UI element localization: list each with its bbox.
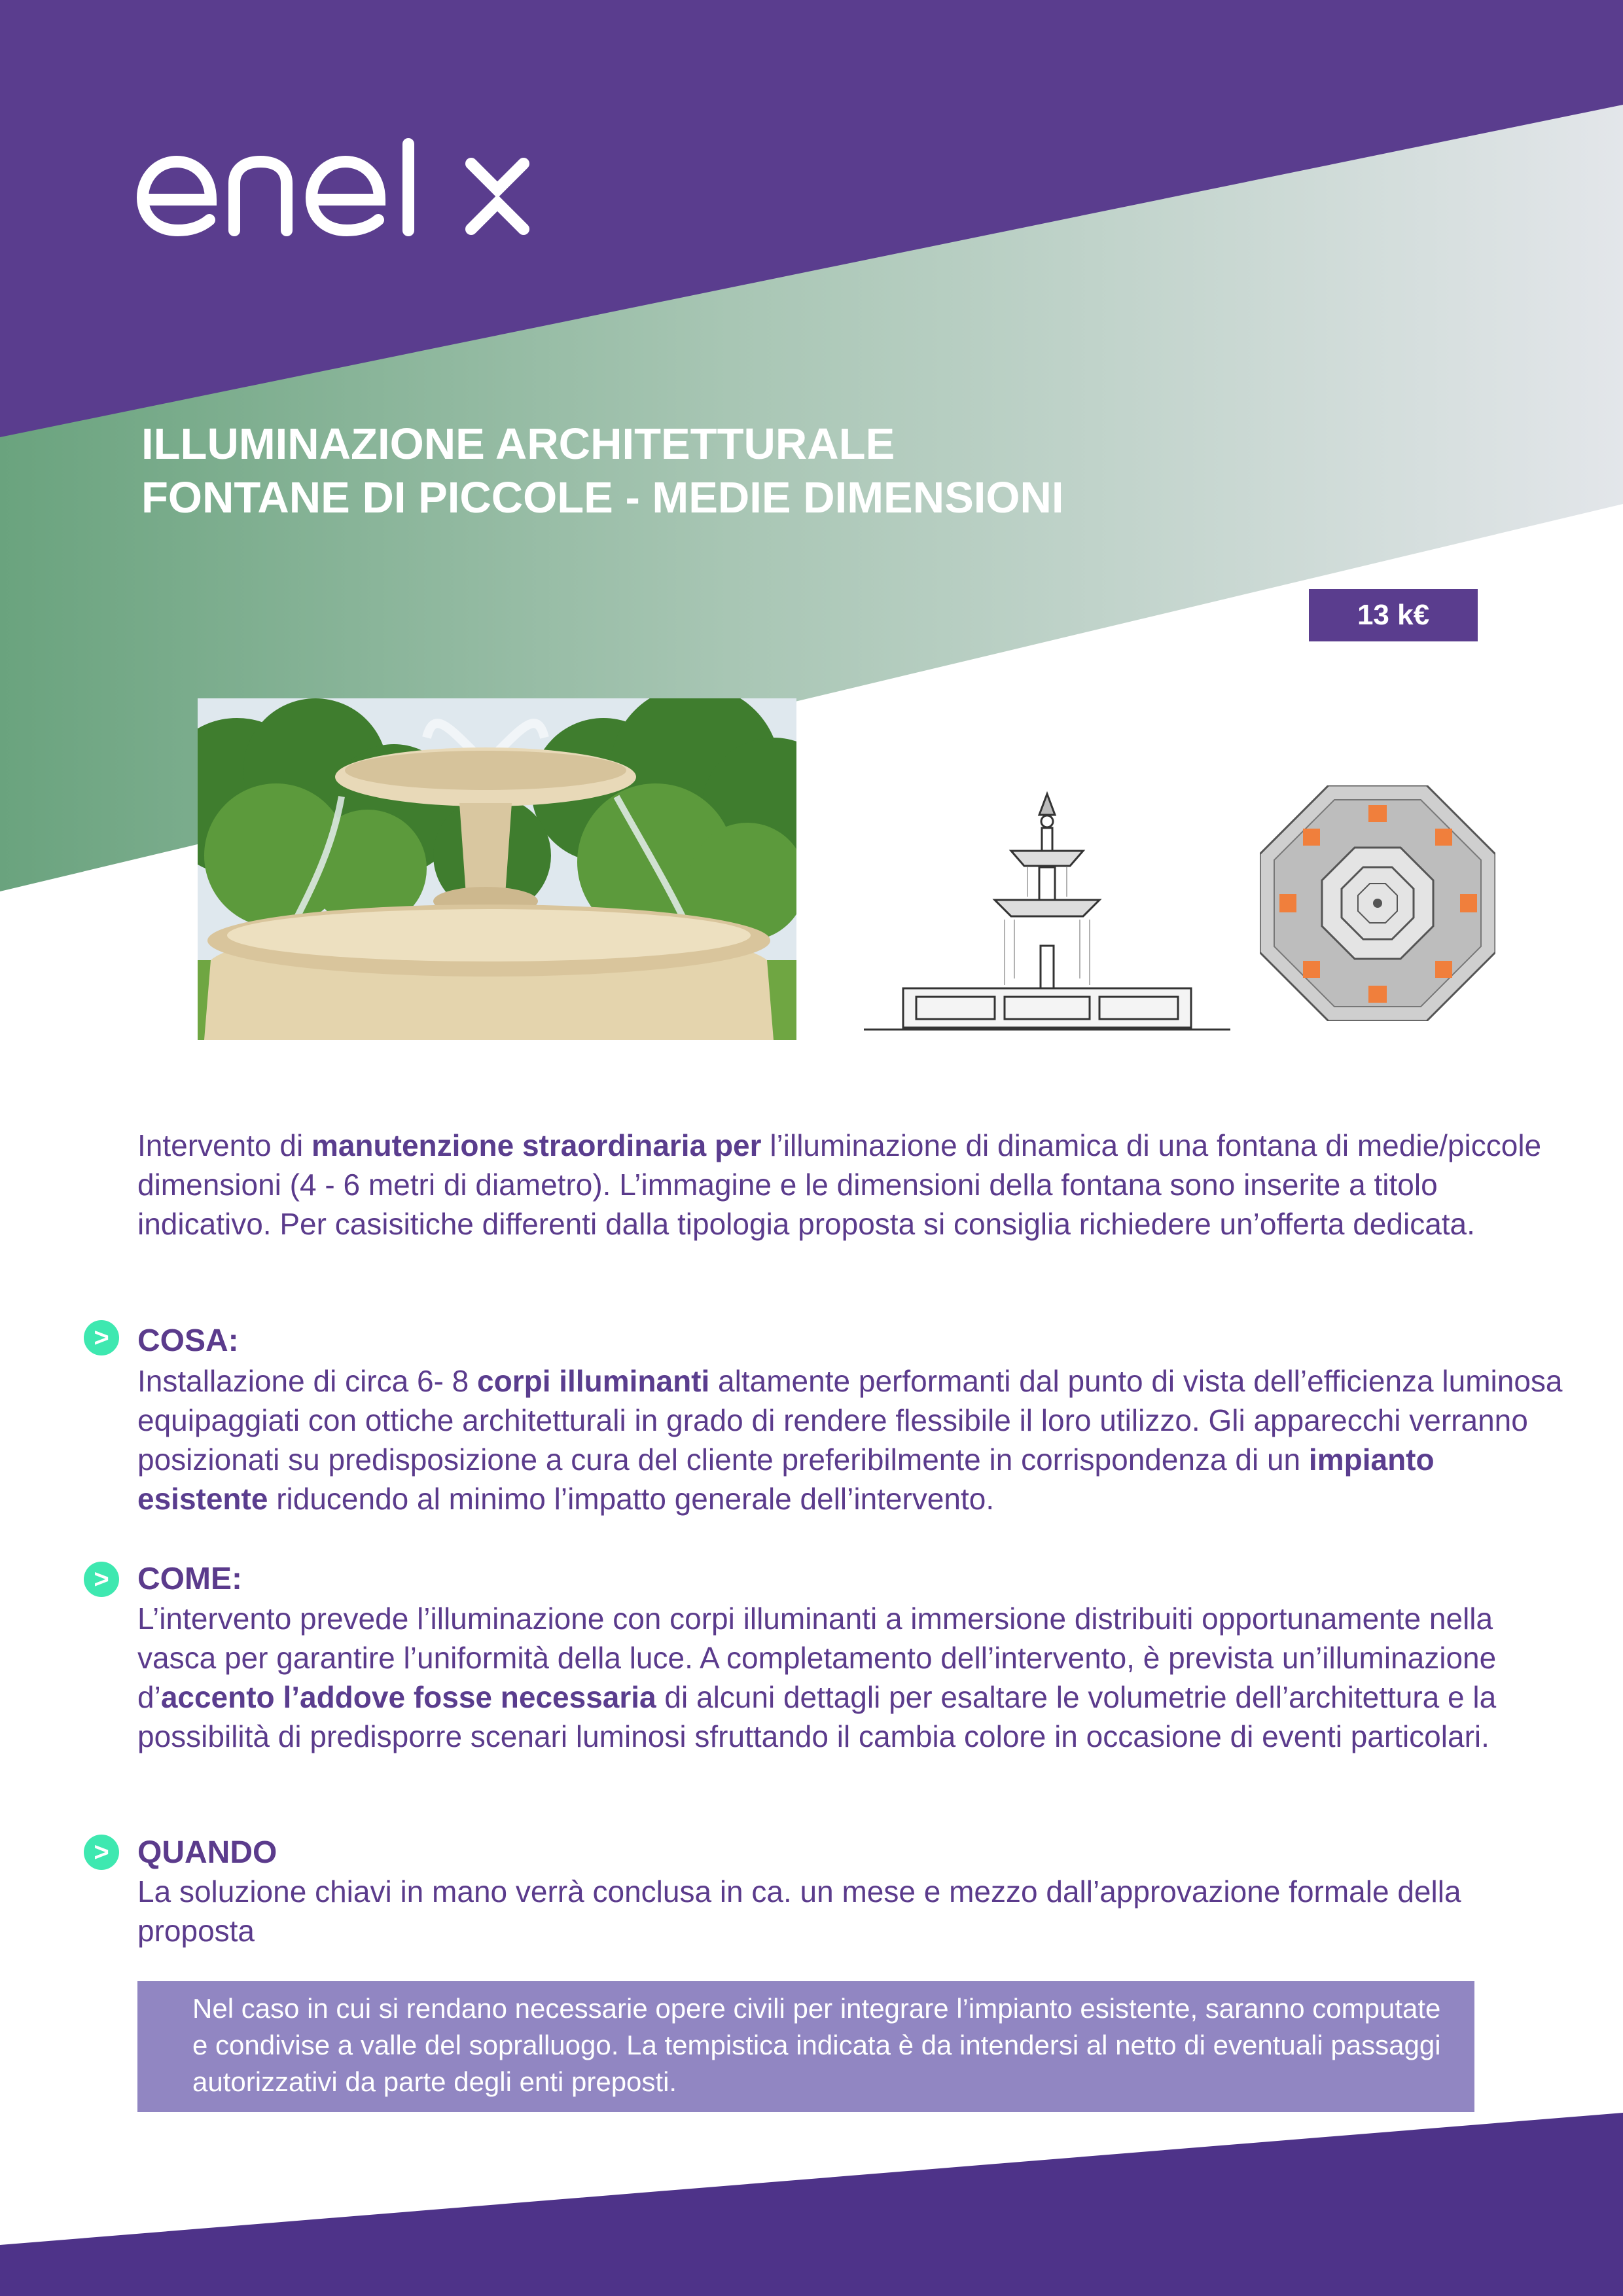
note-box: Nel caso in cui si rendano necessarie opere civili per integrare l’impianto esistente, saranno computate e condivise a valle del sopralluogo. La tempistica indicata è da intendersi al netto di eventuali passaggi autorizzativi da parte degli enti preposti. xyxy=(137,1981,1474,2112)
cosa-text-2: altamente performanti dal punto di vista dell’efficienza luminosa equipaggiati con ottiche architetturali in grado di rendere flessibile il loro utilizzo. Gli apparecchi verranno posizionati su predisposizione a cura del cliente preferibilmente in corrispondenza di un xyxy=(137,1364,1563,1477)
intro-text-1: Intervento di xyxy=(137,1128,312,1162)
come-body xyxy=(137,1599,1564,1756)
quando-body xyxy=(137,1872,1564,1950)
cosa-bold-1: corpi illuminanti xyxy=(477,1364,710,1398)
footer-purple-band xyxy=(0,2113,1623,2296)
enel-x-logo xyxy=(131,137,556,249)
cosa-heading: COSA: xyxy=(137,1323,239,1358)
cosa-text-1: Installazione di circa 6- 8 xyxy=(137,1364,478,1398)
fountain-photo xyxy=(198,698,796,1040)
fountain-plan-drawing xyxy=(1260,785,1495,1021)
quando-bullet-icon: > xyxy=(84,1835,119,1870)
cosa-bold-2: impianto esistente xyxy=(137,1443,1435,1516)
cosa-body xyxy=(137,1361,1564,1518)
page-title xyxy=(141,418,1064,524)
come-text-1: L’intervento prevede l’illuminazione con corpi illuminanti a immersione distribuiti opportunamente nella vasca per garantire l’uniformità della luce. A completamento dell’intervento, è prevista un’illuminazione d’ xyxy=(137,1602,1497,1714)
title-line-2: FONTANE DI PICCOLE - MEDIE DIMENSIONI xyxy=(141,473,1064,522)
come-bold-1: accento l’addove fosse necessaria xyxy=(160,1680,656,1714)
fountain-elevation-drawing xyxy=(864,789,1230,1037)
come-text-2: di alcuni dettagli per esaltare le volumetrie dell’architettura e la possibilità di predisporre scenari luminosi sfruttando il cambia colore in occasione di eventi particolari. xyxy=(137,1680,1497,1753)
quando-text-1: La soluzione chiavi in mano verrà conclusa in ca. un mese e mezzo dall’approvazione formale della proposta xyxy=(137,1874,1461,1948)
title-line-1: ILLUMINAZIONE ARCHITETTURALE xyxy=(141,420,895,469)
intro-text-2: l’illuminazione di dinamica di una fontana di medie/piccole dimensioni (4 - 6 metri di diametro). L’immagine e le dimensioni della fontana sono inserite a titolo indicativo. Per casisitiche differenti dalla tipologia proposta si consiglia richiedere un’offerta dedicata. xyxy=(137,1128,1542,1241)
come-heading: COME: xyxy=(137,1562,242,1596)
quando-heading: QUANDO xyxy=(137,1835,277,1870)
come-bullet-icon: > xyxy=(84,1562,119,1597)
cosa-bullet-icon: > xyxy=(84,1320,119,1355)
intro-paragraph xyxy=(137,1126,1551,1244)
cosa-text-3: riducendo al minimo l’impatto generale dell’intervento. xyxy=(268,1482,995,1516)
price-badge: 13 k€ xyxy=(1309,589,1478,641)
intro-bold-1: manutenzione straordinaria per xyxy=(311,1128,762,1162)
